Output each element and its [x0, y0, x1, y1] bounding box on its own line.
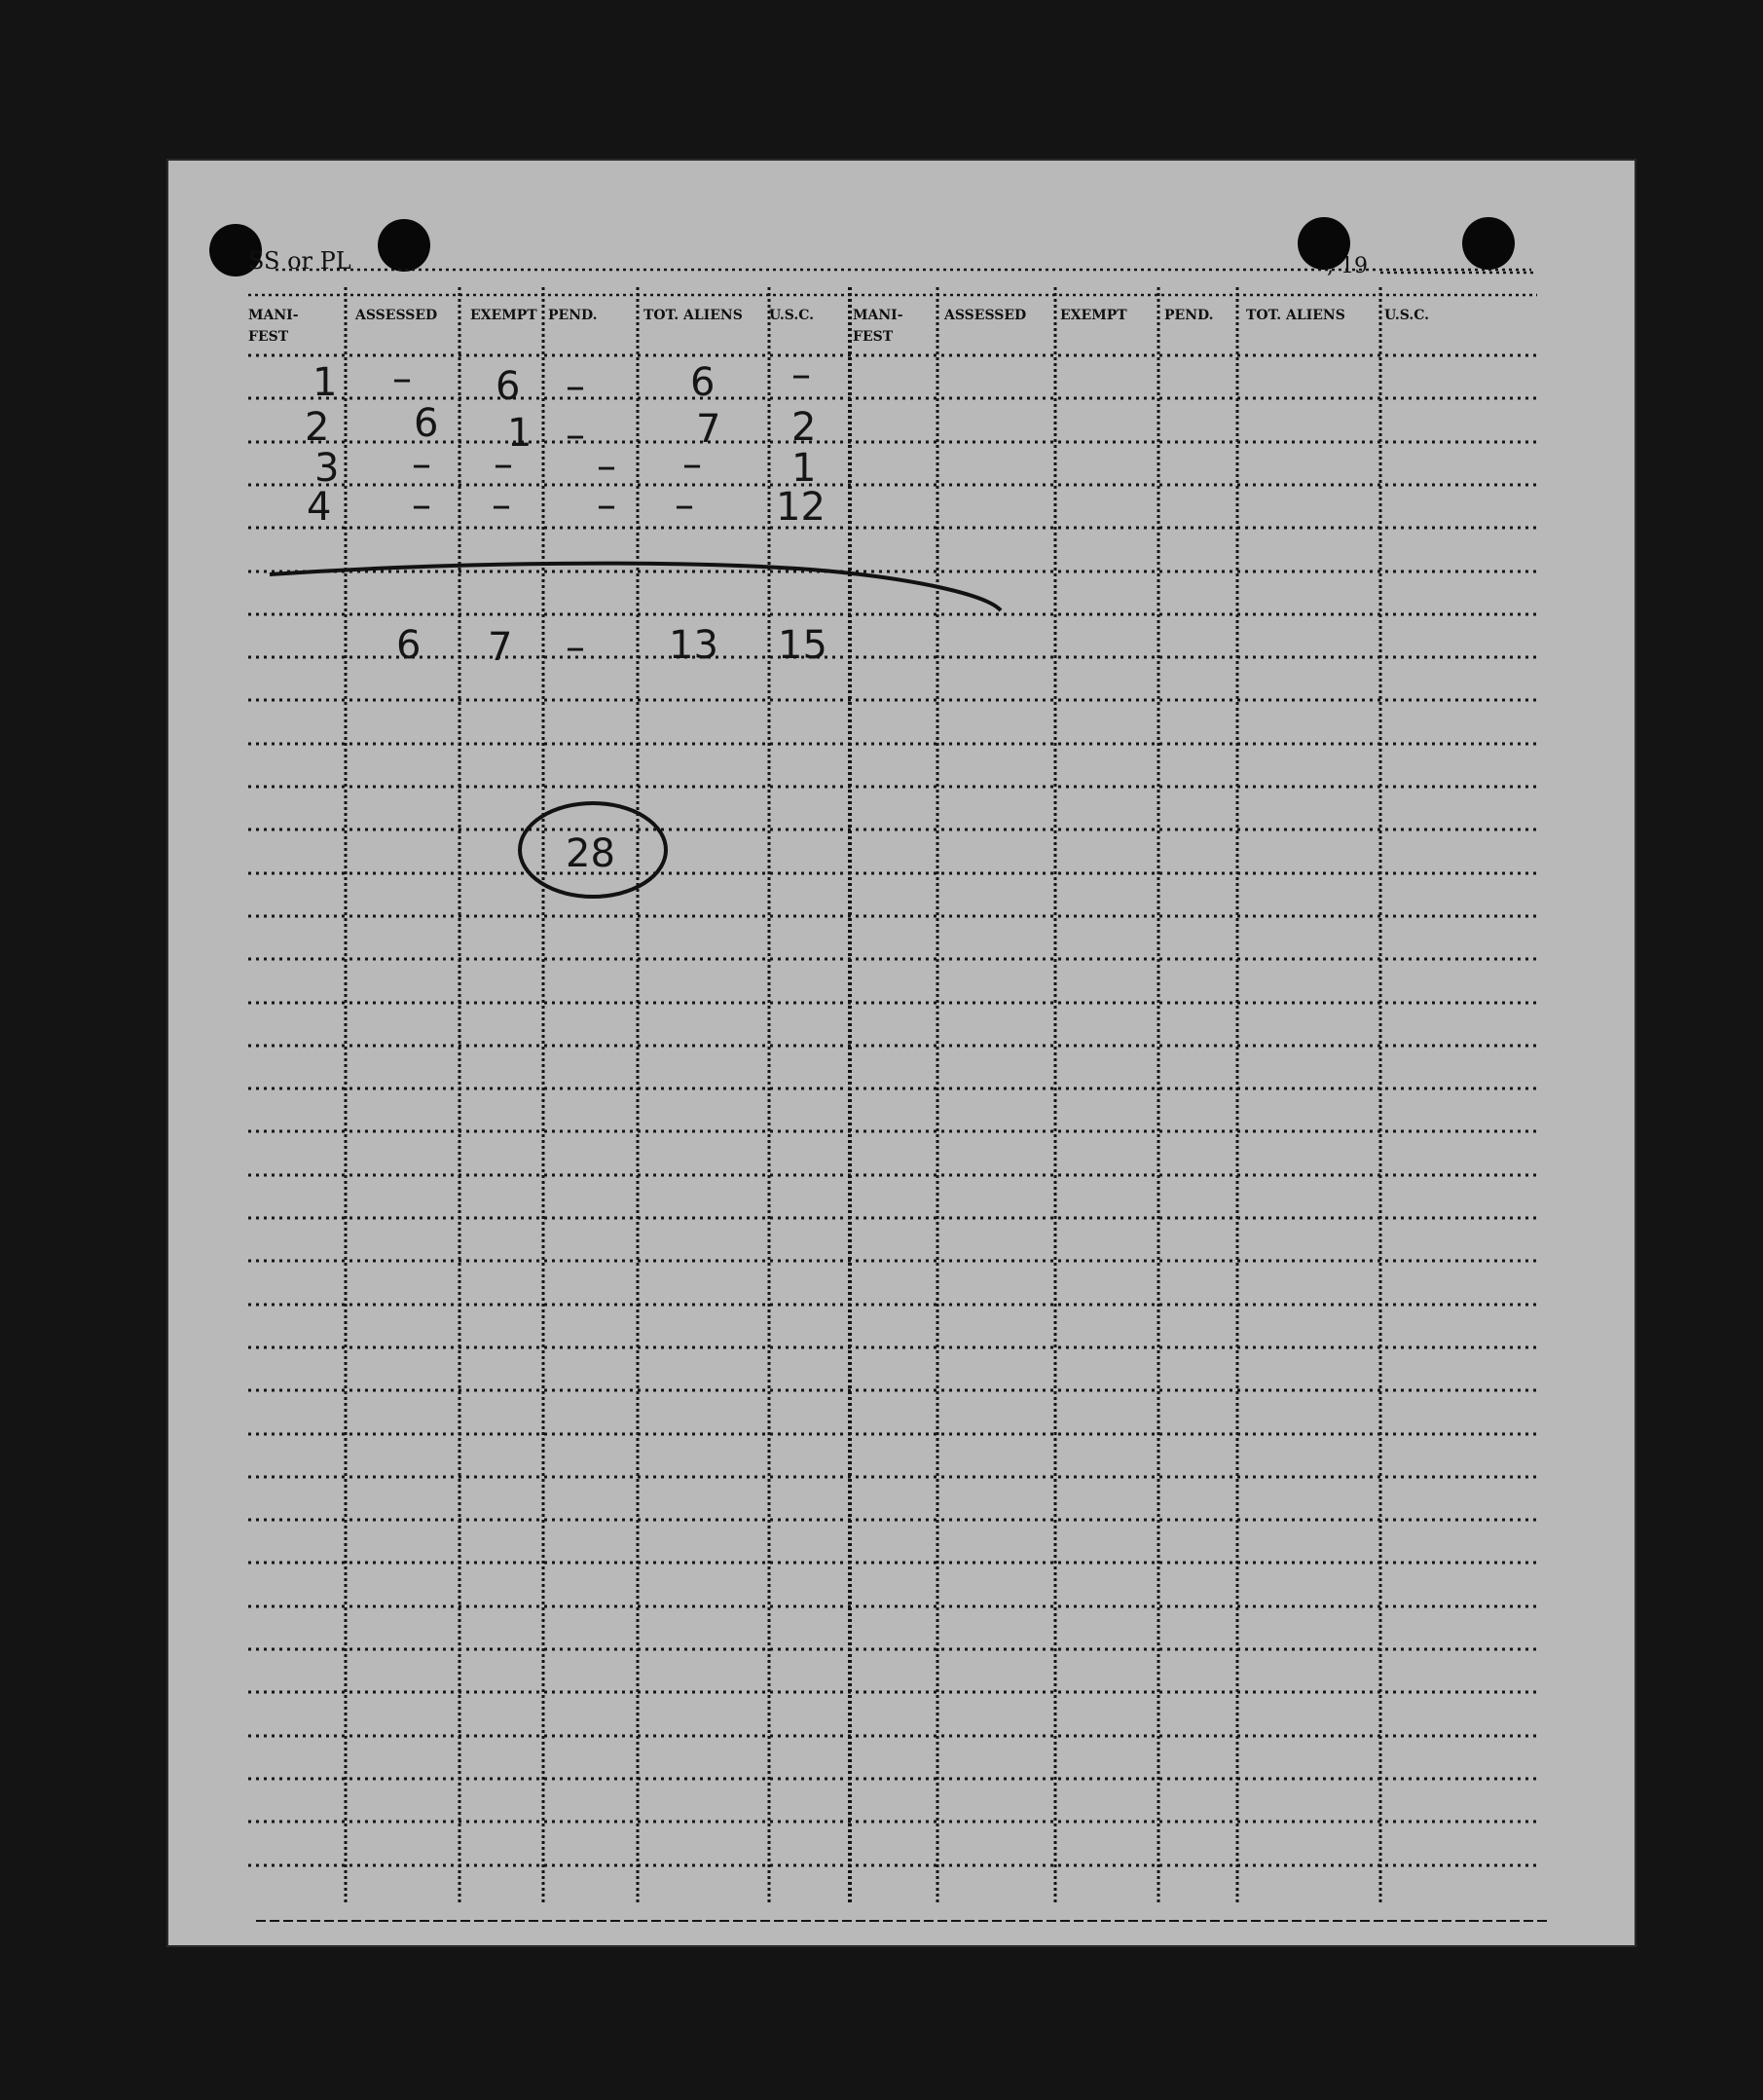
entry-4-assessed: –	[412, 483, 431, 528]
entry-2-manifest: 2	[305, 405, 330, 450]
col-header-manifest: MANI- FEST	[248, 308, 299, 345]
col-header-exempt: EXEMPT	[470, 308, 537, 323]
col-header-pend-2: PEND.	[1164, 308, 1214, 323]
col-header-manifest-2: MANI- FEST	[853, 308, 903, 345]
form-sheet	[168, 161, 1634, 1945]
entry-2-pend: –	[566, 413, 585, 458]
total-pend: –	[566, 625, 585, 670]
entry-1-assessed: –	[392, 356, 412, 401]
grand-total: 28	[566, 831, 615, 876]
col-header-assessed-2: ASSESSED	[944, 308, 1027, 323]
form-grid	[168, 161, 1634, 1945]
entry-2-assessed: 6	[414, 401, 439, 446]
entry-4-manifest: 4	[307, 485, 332, 530]
entry-2-tot-aliens: 7	[696, 407, 721, 452]
entry-1-pend: –	[566, 364, 585, 409]
entry-1-tot-aliens: 6	[690, 360, 716, 405]
entry-3-exempt: –	[494, 442, 513, 487]
entry-4-pend: –	[597, 483, 616, 528]
entry-3-manifest: 3	[314, 446, 340, 491]
col-header-tot-aliens: TOT. ALIENS	[643, 308, 743, 323]
total-tot-aliens: 13	[669, 623, 718, 668]
sum-underline-stroke	[270, 564, 1001, 610]
entry-1-usc: –	[791, 352, 811, 397]
entry-4-tot-aliens: –	[675, 483, 694, 528]
entry-3-assessed: –	[412, 442, 431, 487]
entry-1-manifest: 1	[312, 360, 338, 405]
entry-1-exempt: 6	[496, 364, 521, 409]
col-header-assessed: ASSESSED	[355, 308, 438, 323]
col-header-pend: PEND.	[548, 308, 598, 323]
col-header-usc-2: U.S.C.	[1384, 308, 1430, 323]
total-assessed: 6	[396, 623, 422, 668]
col-header-usc: U.S.C.	[769, 308, 815, 323]
entry-4-exempt: –	[492, 483, 511, 528]
year-label: , 19	[1327, 254, 1368, 278]
total-exempt: 7	[488, 625, 513, 670]
entry-3-usc: 1	[791, 446, 817, 491]
entry-3-tot-aliens: –	[682, 442, 702, 487]
entry-3-pend: –	[597, 444, 616, 489]
entry-2-usc: 2	[791, 405, 817, 450]
total-usc: 15	[778, 623, 827, 668]
col-header-exempt-2: EXEMPT	[1060, 308, 1127, 323]
col-header-tot-aliens-2: TOT. ALIENS	[1246, 308, 1345, 323]
entry-2-exempt: 1	[507, 411, 533, 456]
vessel-label: SS or PL	[248, 247, 351, 275]
entry-4-usc: 12	[776, 485, 826, 530]
